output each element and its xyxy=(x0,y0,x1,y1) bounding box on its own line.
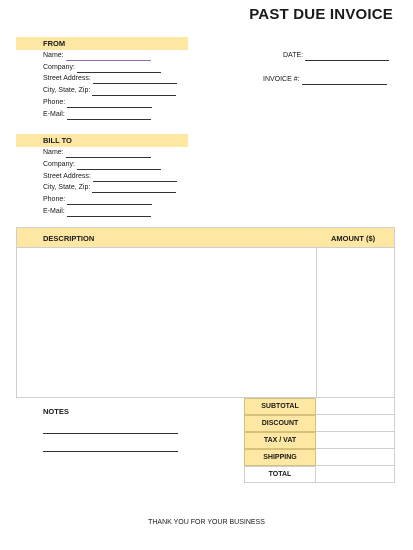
from-phone-label: Phone: xyxy=(43,99,66,106)
from-street-line[interactable] xyxy=(93,75,177,84)
description-cell[interactable] xyxy=(17,248,315,397)
thank-you-footer: THANK YOU FOR YOUR BUSINESS xyxy=(148,519,265,526)
bill-company-line[interactable] xyxy=(77,161,161,170)
bill-city-line[interactable] xyxy=(92,184,176,193)
shipping-label: SHIPPING xyxy=(244,449,316,466)
shipping-value[interactable] xyxy=(316,449,395,466)
from-phone-field[interactable] xyxy=(43,98,152,108)
from-phone-line[interactable] xyxy=(67,99,152,108)
bill-company-label: Company: xyxy=(43,161,75,168)
date-label: DATE: xyxy=(283,52,304,59)
invoice-number-label: INVOICE #: xyxy=(263,76,300,83)
bill-city-field[interactable] xyxy=(43,183,176,193)
from-section-heading: FROM xyxy=(16,37,188,50)
from-email-label: E-Mail: xyxy=(43,111,65,118)
invoice-number-line[interactable] xyxy=(302,76,387,85)
bill-email-label: E-Mail: xyxy=(43,208,65,215)
from-company-field[interactable] xyxy=(43,63,161,73)
bill-city-label: City, State, Zip: xyxy=(43,184,91,191)
from-name-label: Name: xyxy=(43,52,64,59)
bill-email-field[interactable] xyxy=(43,207,151,217)
discount-value[interactable] xyxy=(316,415,395,432)
from-street-field[interactable] xyxy=(43,74,177,84)
bill-name-line[interactable] xyxy=(66,149,151,158)
total-label: TOTAL xyxy=(244,466,316,483)
date-field[interactable] xyxy=(283,51,389,61)
bill-street-line[interactable] xyxy=(93,173,177,182)
bill-name-label: Name: xyxy=(43,149,64,156)
bill-phone-label: Phone: xyxy=(43,196,66,203)
from-company-line[interactable] xyxy=(77,64,161,73)
tax-label: TAX / VAT xyxy=(244,432,316,449)
notes-line-1[interactable] xyxy=(43,433,178,434)
from-city-line[interactable] xyxy=(92,87,176,96)
tax-value[interactable] xyxy=(316,432,395,449)
description-column-header: DESCRIPTION xyxy=(43,234,95,243)
notes-heading: NOTES xyxy=(43,407,69,416)
from-email-field[interactable] xyxy=(43,110,151,120)
notes-line-2[interactable] xyxy=(43,451,178,452)
from-company-label: Company: xyxy=(43,64,75,71)
from-city-field[interactable] xyxy=(43,86,176,96)
bill-company-field[interactable] xyxy=(43,160,161,170)
bill-to-section-heading: BILL TO xyxy=(16,134,188,147)
bill-phone-field[interactable] xyxy=(43,195,152,205)
date-line[interactable] xyxy=(305,52,389,61)
invoice-title: PAST DUE INVOICE xyxy=(249,6,393,23)
from-street-label: Street Address: xyxy=(43,75,91,82)
amount-cell[interactable] xyxy=(317,248,394,397)
bill-street-label: Street Address: xyxy=(43,173,91,180)
from-city-label: City, State, Zip: xyxy=(43,87,91,94)
subtotal-value[interactable] xyxy=(316,398,395,415)
subtotal-label: SUBTOTAL xyxy=(244,398,316,415)
bill-name-field[interactable] xyxy=(43,148,151,158)
bill-email-line[interactable] xyxy=(67,208,151,217)
bill-phone-line[interactable] xyxy=(67,196,152,205)
from-name-field[interactable] xyxy=(43,51,151,61)
discount-label: DISCOUNT xyxy=(244,415,316,432)
from-email-line[interactable] xyxy=(67,111,151,120)
from-name-line[interactable] xyxy=(66,52,151,61)
bill-street-field[interactable] xyxy=(43,172,177,182)
total-value[interactable] xyxy=(316,466,395,483)
amount-column-header: AMOUNT ($) xyxy=(331,234,376,243)
invoice-number-field[interactable] xyxy=(263,75,387,85)
